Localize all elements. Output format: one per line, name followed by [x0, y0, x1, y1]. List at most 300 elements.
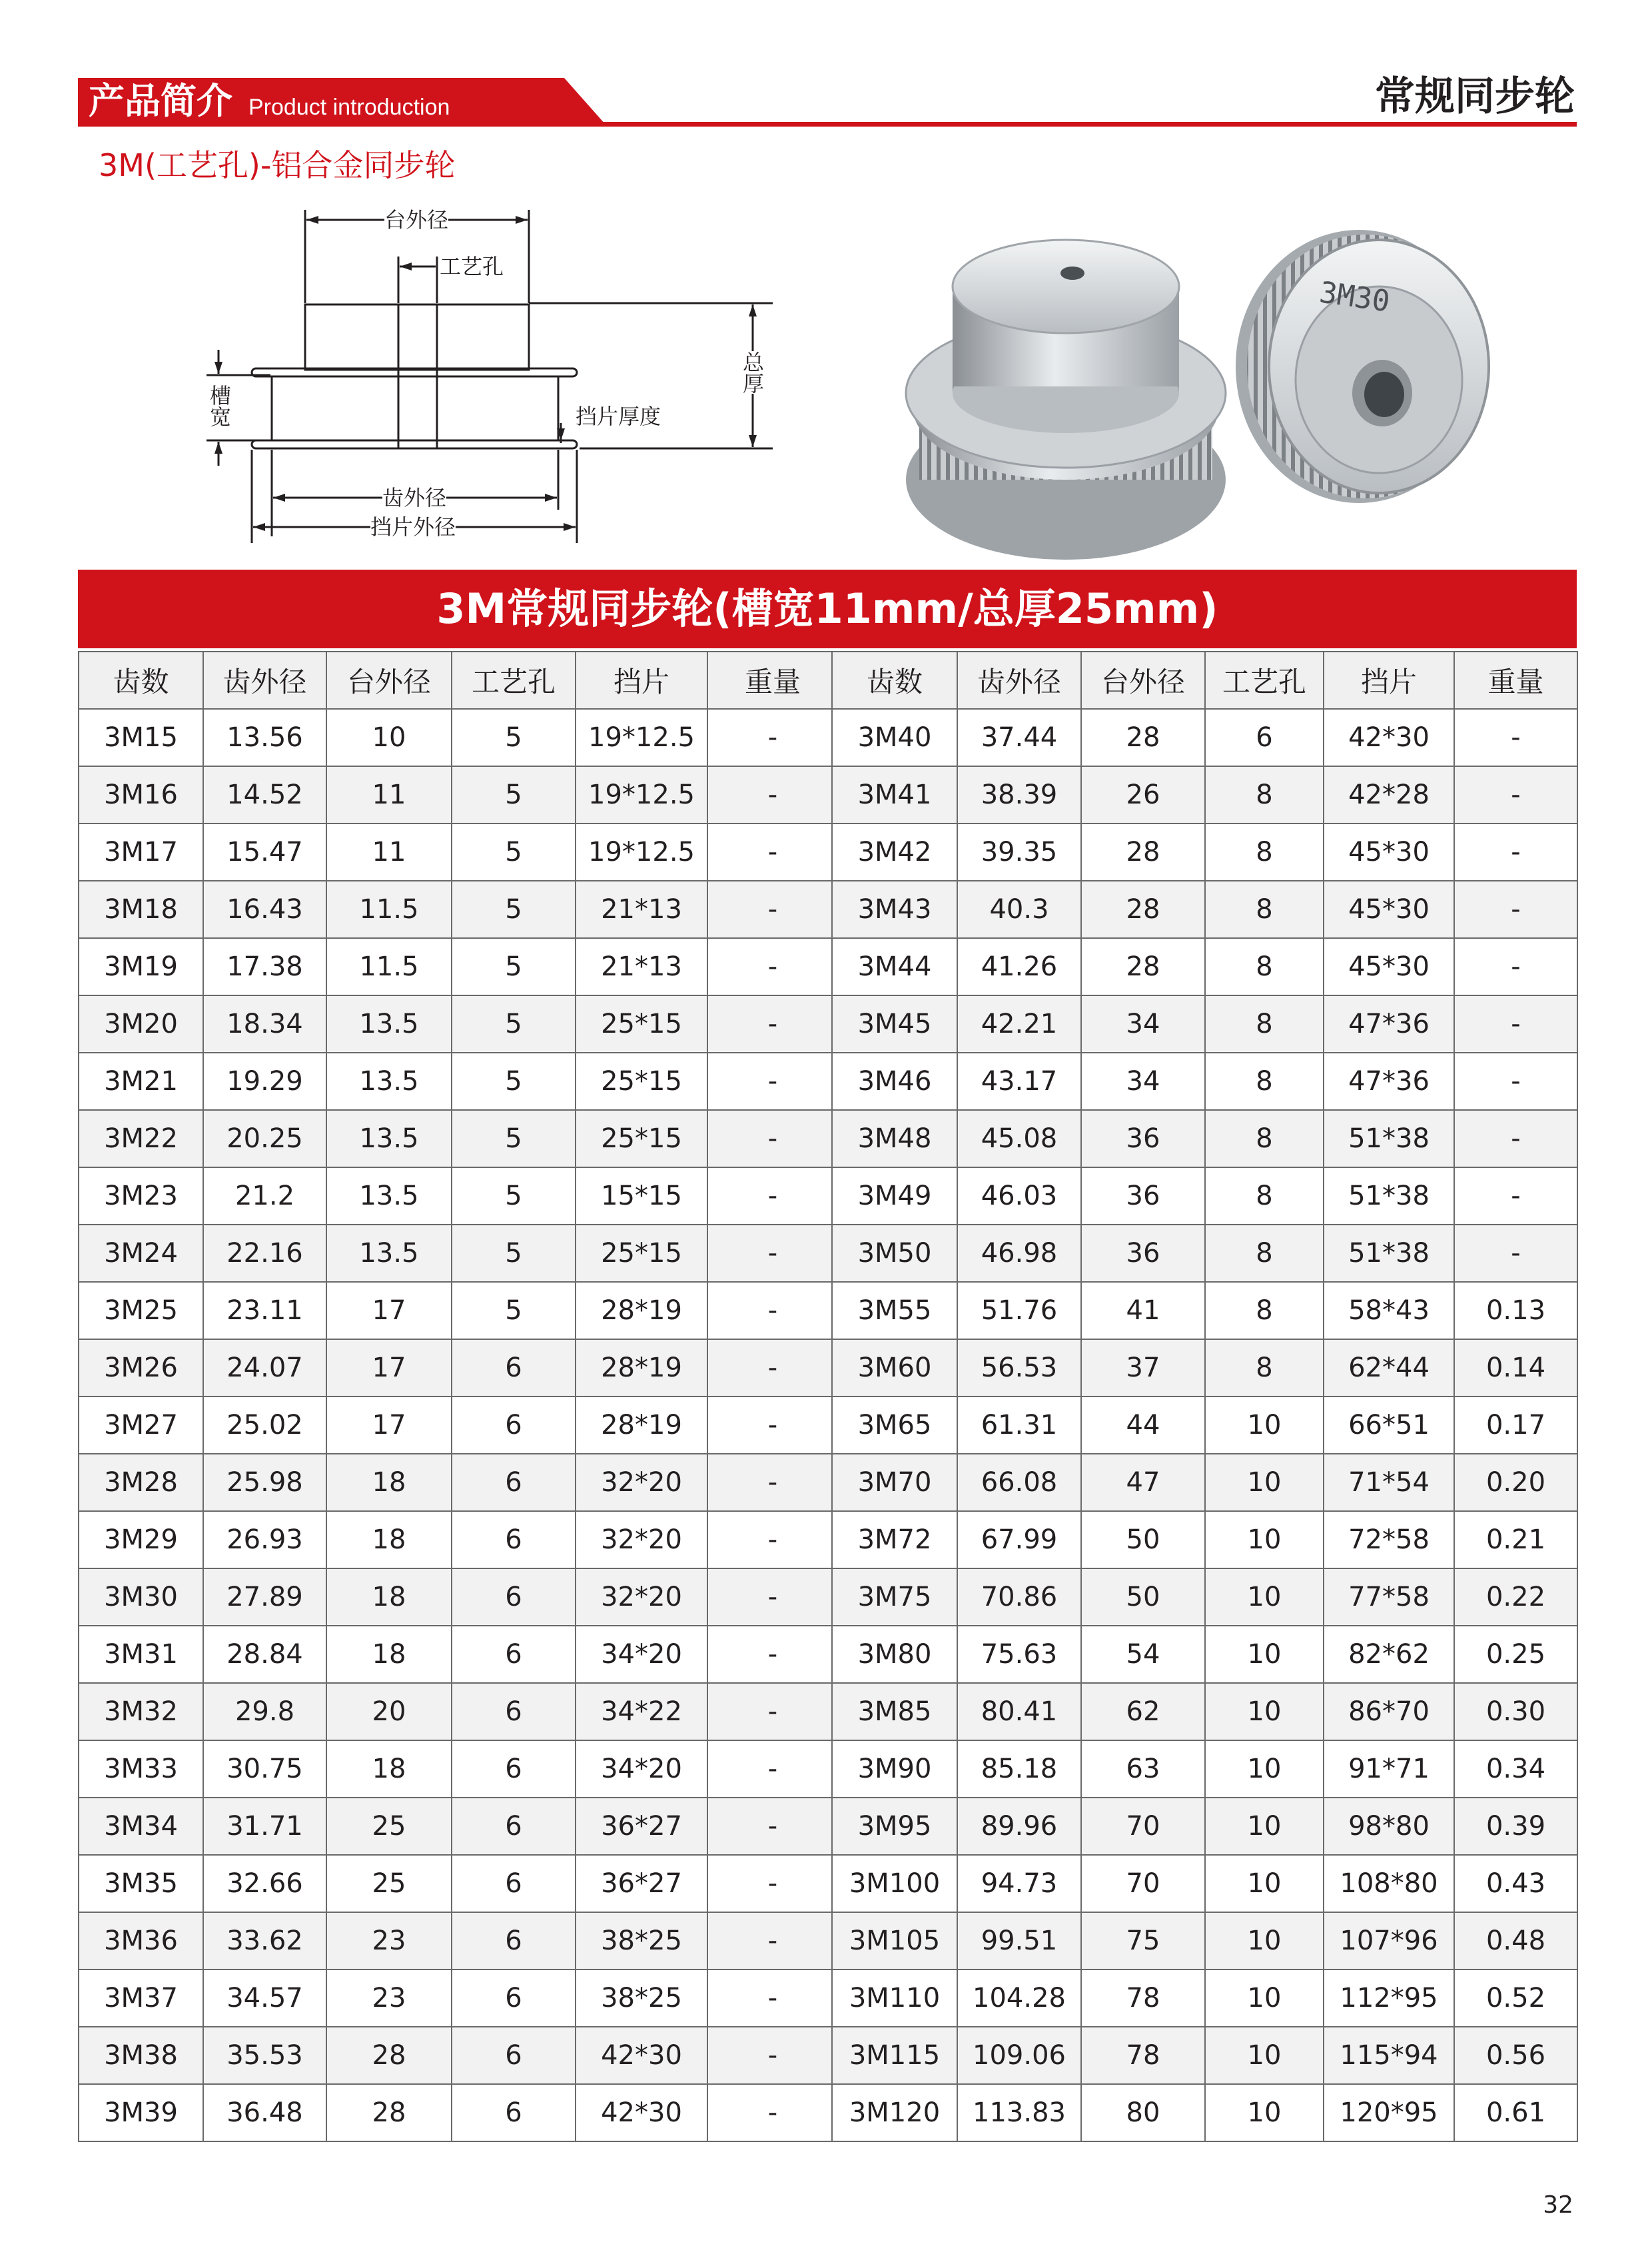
cell-weight: - [1454, 1110, 1577, 1167]
spec-table-left-body [79, 709, 838, 2141]
cell-teeth: 3M70 [832, 1454, 957, 1511]
cell-hub-od: 26 [1081, 766, 1205, 824]
cell-flange: 25*15 [576, 1053, 707, 1110]
cell-teeth: 3M50 [832, 1225, 957, 1282]
cell-process-hole: 5 [452, 1110, 576, 1167]
cell-process-hole: 5 [452, 881, 576, 938]
cell-teeth: 3M48 [832, 1110, 957, 1167]
cell-teeth: 3M37 [79, 1969, 203, 2027]
cell-hub-od: 47 [1081, 1454, 1205, 1511]
table-row [832, 1282, 1577, 1339]
cell-tooth-od: 45.08 [957, 1110, 1081, 1167]
col-header-tooth-od: 齿外径 [203, 652, 326, 709]
cell-tooth-od: 67.99 [957, 1511, 1081, 1568]
table-row [832, 1683, 1577, 1740]
cell-hub-od: 20 [326, 1683, 452, 1740]
cell-flange: 25*15 [576, 1225, 707, 1282]
table-row [79, 1740, 838, 1798]
cell-process-hole: 8 [1205, 1282, 1324, 1339]
cell-weight: - [707, 2084, 838, 2141]
cell-tooth-od: 42.21 [957, 995, 1081, 1053]
table-row [79, 938, 838, 995]
cell-hub-od: 13.5 [326, 1110, 452, 1167]
table-row [832, 1511, 1577, 1568]
cell-tooth-od: 70.86 [957, 1568, 1081, 1626]
cell-flange: 34*20 [576, 1626, 707, 1683]
cell-teeth: 3M85 [832, 1683, 957, 1740]
cell-flange: 47*36 [1324, 1053, 1454, 1110]
cell-weight: - [707, 766, 838, 824]
cell-flange: 42*30 [576, 2084, 707, 2141]
cell-teeth: 3M40 [832, 709, 957, 766]
cell-teeth: 3M49 [832, 1167, 957, 1225]
cell-weight: - [707, 881, 838, 938]
cell-flange: 32*20 [576, 1454, 707, 1511]
cell-process-hole: 10 [1205, 2084, 1324, 2141]
cell-teeth: 3M90 [832, 1740, 957, 1798]
cell-process-hole: 10 [1205, 2027, 1324, 2084]
cell-weight: - [707, 995, 838, 1053]
table-row [832, 1855, 1577, 1912]
cell-flange: 28*19 [576, 1282, 707, 1339]
cell-tooth-od: 25.02 [203, 1397, 326, 1454]
table-title: 3M常规同步轮(槽宽11mm/总厚25mm) [436, 584, 1218, 633]
cell-tooth-od: 25.98 [203, 1454, 326, 1511]
cell-flange: 38*25 [576, 1912, 707, 1969]
table-row [79, 1683, 838, 1740]
cell-teeth: 3M27 [79, 1397, 203, 1454]
cell-tooth-od: 32.66 [203, 1855, 326, 1912]
cell-weight: - [707, 1339, 838, 1397]
cell-tooth-od: 66.08 [957, 1454, 1081, 1511]
cell-process-hole: 6 [452, 1855, 576, 1912]
cell-weight: 0.34 [1454, 1740, 1577, 1798]
cell-tooth-od: 22.16 [203, 1225, 326, 1282]
cell-flange: 120*95 [1324, 2084, 1454, 2141]
cell-weight: - [707, 1454, 838, 1511]
cell-process-hole: 8 [1205, 881, 1324, 938]
cell-flange: 42*28 [1324, 766, 1454, 824]
cell-process-hole: 6 [452, 1626, 576, 1683]
cell-flange: 28*19 [576, 1397, 707, 1454]
cell-tooth-od: 17.38 [203, 938, 326, 995]
cell-hub-od: 11 [326, 766, 452, 824]
cell-process-hole: 10 [1205, 1626, 1324, 1683]
label-hub-od: 台外径 [384, 207, 449, 233]
cell-hub-od: 23 [326, 1969, 452, 2027]
product-photo [899, 213, 1499, 560]
cell-hub-od: 28 [1081, 881, 1205, 938]
cell-process-hole: 10 [1205, 1454, 1324, 1511]
cell-teeth: 3M22 [79, 1110, 203, 1167]
section-tab [78, 78, 606, 125]
section-title-zh: 产品简介 [89, 80, 232, 122]
col-header-teeth: 齿数 [832, 652, 957, 709]
cell-process-hole: 6 [452, 2084, 576, 2141]
cell-flange: 77*58 [1324, 1568, 1454, 1626]
cell-teeth: 3M55 [832, 1282, 957, 1339]
table-row [832, 709, 1577, 766]
cell-tooth-od: 27.89 [203, 1568, 326, 1626]
cell-teeth: 3M25 [79, 1282, 203, 1339]
cell-tooth-od: 75.63 [957, 1626, 1081, 1683]
table-row [79, 1855, 838, 1912]
cell-weight: - [707, 1855, 838, 1912]
cell-flange: 32*20 [576, 1511, 707, 1568]
cell-weight: - [707, 1912, 838, 1969]
cell-weight: - [707, 709, 838, 766]
cell-weight: 0.30 [1454, 1683, 1577, 1740]
table-row [79, 1568, 838, 1626]
cell-weight: 0.17 [1454, 1397, 1577, 1454]
cell-process-hole: 6 [1205, 709, 1324, 766]
cell-weight: - [707, 1053, 838, 1110]
table-row [832, 1568, 1577, 1626]
cell-hub-od: 36 [1081, 1110, 1205, 1167]
cell-tooth-od: 26.93 [203, 1511, 326, 1568]
cell-weight: - [1454, 766, 1577, 824]
cell-process-hole: 8 [1205, 995, 1324, 1053]
cell-hub-od: 11.5 [326, 938, 452, 995]
cell-process-hole: 6 [452, 1397, 576, 1454]
cell-tooth-od: 94.73 [957, 1855, 1081, 1912]
cell-weight: 0.52 [1454, 1969, 1577, 2027]
table-row [832, 824, 1577, 881]
cell-flange: 28*19 [576, 1339, 707, 1397]
cell-tooth-od: 113.83 [957, 2084, 1081, 2141]
cell-process-hole: 10 [1205, 1568, 1324, 1626]
cell-tooth-od: 14.52 [203, 766, 326, 824]
cell-hub-od: 17 [326, 1397, 452, 1454]
table-row [832, 1969, 1577, 2027]
cell-weight: - [707, 938, 838, 995]
cell-hub-od: 54 [1081, 1626, 1205, 1683]
cell-teeth: 3M33 [79, 1740, 203, 1798]
cell-weight: - [1454, 881, 1577, 938]
cell-process-hole: 5 [452, 1225, 576, 1282]
cell-flange: 51*38 [1324, 1167, 1454, 1225]
cell-flange: 45*30 [1324, 938, 1454, 995]
cell-hub-od: 28 [326, 2027, 452, 2084]
cell-tooth-od: 37.44 [957, 709, 1081, 766]
cell-flange: 115*94 [1324, 2027, 1454, 2084]
cell-flange: 107*96 [1324, 1912, 1454, 1969]
cell-flange: 72*58 [1324, 1511, 1454, 1568]
col-header-hub-od: 台外径 [326, 652, 452, 709]
cell-teeth: 3M32 [79, 1683, 203, 1740]
cell-weight: - [707, 1167, 838, 1225]
cell-tooth-od: 20.25 [203, 1110, 326, 1167]
table-row [832, 1626, 1577, 1683]
cell-flange: 19*12.5 [576, 766, 707, 824]
cell-flange: 21*13 [576, 938, 707, 995]
col-header-process-hole: 工艺孔 [1205, 652, 1324, 709]
cell-weight: - [707, 1110, 838, 1167]
cell-tooth-od: 16.43 [203, 881, 326, 938]
cell-weight: - [707, 2027, 838, 2084]
label-tooth-od: 齿外径 [382, 485, 447, 510]
cell-flange: 36*27 [576, 1855, 707, 1912]
cell-flange: 71*54 [1324, 1454, 1454, 1511]
cell-teeth: 3M35 [79, 1855, 203, 1912]
table-row [832, 2027, 1577, 2084]
cell-weight: 0.43 [1454, 1855, 1577, 1912]
cell-teeth: 3M34 [79, 1798, 203, 1855]
pulley-outline-drawing [187, 197, 786, 556]
cell-hub-od: 18 [326, 1568, 452, 1626]
table-header-row [79, 652, 838, 709]
cell-process-hole: 5 [452, 1167, 576, 1225]
table-row [832, 1339, 1577, 1397]
label-flange-od: 挡片外径 [370, 514, 456, 540]
cell-teeth: 3M15 [79, 709, 203, 766]
spec-table-right-body [832, 709, 1577, 2141]
cell-hub-od: 78 [1081, 2027, 1205, 2084]
page-number: 32 [1543, 2191, 1573, 2219]
table-row [79, 1397, 838, 1454]
cell-flange: 32*20 [576, 1568, 707, 1626]
cell-process-hole: 8 [1205, 1110, 1324, 1167]
cell-process-hole: 6 [452, 1740, 576, 1798]
table-row [832, 938, 1577, 995]
cell-hub-od: 11 [326, 824, 452, 881]
cell-hub-od: 78 [1081, 1969, 1205, 2027]
cell-teeth: 3M46 [832, 1053, 957, 1110]
cell-flange: 98*80 [1324, 1798, 1454, 1855]
pulley-stamp-text: 3M30 [1317, 275, 1392, 319]
cell-process-hole: 8 [1205, 824, 1324, 881]
table-row [832, 881, 1577, 938]
product-subtitle: 3M(工艺孔)-铝合金同步轮 [99, 147, 456, 183]
cell-process-hole: 6 [452, 1339, 576, 1397]
cell-process-hole: 6 [452, 1683, 576, 1740]
cell-tooth-od: 40.3 [957, 881, 1081, 938]
cell-teeth: 3M60 [832, 1339, 957, 1397]
cell-teeth: 3M20 [79, 995, 203, 1053]
table-row [79, 1798, 838, 1855]
col-header-process-hole: 工艺孔 [452, 652, 576, 709]
cell-process-hole: 10 [1205, 1912, 1324, 1969]
cell-teeth: 3M95 [832, 1798, 957, 1855]
cell-tooth-od: 38.39 [957, 766, 1081, 824]
cell-hub-od: 62 [1081, 1683, 1205, 1740]
cell-flange: 86*70 [1324, 1683, 1454, 1740]
cell-teeth: 3M24 [79, 1225, 203, 1282]
cell-process-hole: 6 [452, 1511, 576, 1568]
cell-process-hole: 5 [452, 709, 576, 766]
cell-process-hole: 8 [1205, 1225, 1324, 1282]
cell-teeth: 3M80 [832, 1626, 957, 1683]
cell-tooth-od: 33.62 [203, 1912, 326, 1969]
cell-teeth: 3M44 [832, 938, 957, 995]
cell-teeth: 3M65 [832, 1397, 957, 1454]
cell-teeth: 3M72 [832, 1511, 957, 1568]
cell-hub-od: 41 [1081, 1282, 1205, 1339]
cell-teeth: 3M100 [832, 1855, 957, 1912]
cell-weight: - [1454, 824, 1577, 881]
cell-teeth: 3M16 [79, 766, 203, 824]
table-row [832, 1798, 1577, 1855]
cell-teeth: 3M43 [832, 881, 957, 938]
table-row [79, 709, 838, 766]
cell-teeth: 3M42 [832, 824, 957, 881]
cell-weight: - [1454, 1053, 1577, 1110]
cell-hub-od: 63 [1081, 1740, 1205, 1798]
table-row [832, 1397, 1577, 1454]
cell-tooth-od: 104.28 [957, 1969, 1081, 2027]
cell-flange: 112*95 [1324, 1969, 1454, 2027]
table-row [832, 1225, 1577, 1282]
cell-hub-od: 18 [326, 1740, 452, 1798]
cell-teeth: 3M31 [79, 1626, 203, 1683]
cell-flange: 51*38 [1324, 1110, 1454, 1167]
cell-hub-od: 18 [326, 1511, 452, 1568]
cell-flange: 51*38 [1324, 1225, 1454, 1282]
section-title-en: Product introduction [248, 95, 450, 120]
cell-weight: - [1454, 995, 1577, 1053]
cell-tooth-od: 99.51 [957, 1912, 1081, 1969]
cell-hub-od: 17 [326, 1282, 452, 1339]
table-row [79, 1282, 838, 1339]
cell-flange: 19*12.5 [576, 824, 707, 881]
cell-hub-od: 28 [326, 2084, 452, 2141]
cell-weight: - [707, 1740, 838, 1798]
cell-weight: - [707, 1969, 838, 2027]
cell-teeth: 3M19 [79, 938, 203, 995]
label-flange-thickness: 挡片厚度 [576, 404, 661, 429]
table-row [832, 1053, 1577, 1110]
cell-process-hole: 8 [1205, 1053, 1324, 1110]
cell-process-hole: 6 [452, 1798, 576, 1855]
cell-hub-od: 34 [1081, 995, 1205, 1053]
cell-tooth-od: 23.11 [203, 1282, 326, 1339]
dimension-diagram [187, 197, 786, 556]
cell-weight: 0.39 [1454, 1798, 1577, 1855]
cell-teeth: 3M110 [832, 1969, 957, 2027]
cell-tooth-od: 19.29 [203, 1053, 326, 1110]
table-row [832, 1912, 1577, 1969]
cell-hub-od: 23 [326, 1912, 452, 1969]
cell-process-hole: 10 [1205, 1798, 1324, 1855]
cell-process-hole: 10 [1205, 1855, 1324, 1912]
cell-tooth-od: 35.53 [203, 2027, 326, 2084]
cell-weight: 0.25 [1454, 1626, 1577, 1683]
cell-tooth-od: 46.98 [957, 1225, 1081, 1282]
cell-process-hole: 10 [1205, 1969, 1324, 2027]
cell-process-hole: 10 [1205, 1397, 1324, 1454]
table-row [79, 1053, 838, 1110]
cell-weight: - [1454, 1225, 1577, 1282]
cell-weight: 0.22 [1454, 1568, 1577, 1626]
table-row [832, 1110, 1577, 1167]
cell-weight: 0.14 [1454, 1339, 1577, 1397]
cell-process-hole: 5 [452, 995, 576, 1053]
pulley-illustration [899, 213, 1499, 560]
cell-weight: - [707, 1626, 838, 1683]
cell-hub-od: 50 [1081, 1511, 1205, 1568]
cell-hub-od: 13.5 [326, 995, 452, 1053]
cell-flange: 45*30 [1324, 881, 1454, 938]
table-row [79, 995, 838, 1053]
table-row [79, 881, 838, 938]
cell-teeth: 3M45 [832, 995, 957, 1053]
cell-process-hole: 6 [452, 2027, 576, 2084]
spec-table-right [831, 651, 1578, 2142]
col-header-tooth-od: 齿外径 [957, 652, 1081, 709]
table-row [79, 1511, 838, 1568]
label-process-hole: 工艺孔 [440, 254, 504, 279]
cell-hub-od: 11.5 [326, 881, 452, 938]
col-header-weight: 重量 [1454, 652, 1577, 709]
cell-tooth-od: 56.53 [957, 1339, 1081, 1397]
cell-flange: 25*15 [576, 995, 707, 1053]
cell-hub-od: 18 [326, 1626, 452, 1683]
cell-process-hole: 6 [452, 1454, 576, 1511]
cell-weight: - [1454, 709, 1577, 766]
cell-teeth: 3M115 [832, 2027, 957, 2084]
label-total-thickness: 总厚 [739, 351, 765, 394]
category-title: 常规同步轮 [1375, 73, 1575, 120]
cell-hub-od: 36 [1081, 1167, 1205, 1225]
table-row [79, 824, 838, 881]
cell-teeth: 3M38 [79, 2027, 203, 2084]
cell-tooth-od: 51.76 [957, 1282, 1081, 1339]
cell-teeth: 3M39 [79, 2084, 203, 2141]
cell-hub-od: 80 [1081, 2084, 1205, 2141]
cell-process-hole: 8 [1205, 1167, 1324, 1225]
cell-hub-od: 18 [326, 1454, 452, 1511]
table-row [79, 1339, 838, 1397]
cell-hub-od: 10 [326, 709, 452, 766]
col-header-teeth: 齿数 [79, 652, 203, 709]
cell-hub-od: 37 [1081, 1339, 1205, 1397]
cell-flange: 42*30 [1324, 709, 1454, 766]
cell-flange: 108*80 [1324, 1855, 1454, 1912]
cell-flange: 34*22 [576, 1683, 707, 1740]
cell-flange: 42*30 [576, 2027, 707, 2084]
cell-hub-od: 70 [1081, 1798, 1205, 1855]
cell-hub-od: 13.5 [326, 1167, 452, 1225]
cell-tooth-od: 61.31 [957, 1397, 1081, 1454]
cell-weight: - [707, 1225, 838, 1282]
cell-hub-od: 13.5 [326, 1225, 452, 1282]
cell-tooth-od: 34.57 [203, 1969, 326, 2027]
cell-weight: 0.13 [1454, 1282, 1577, 1339]
cell-tooth-od: 39.35 [957, 824, 1081, 881]
cell-hub-od: 70 [1081, 1855, 1205, 1912]
cell-weight: - [707, 1683, 838, 1740]
cell-flange: 21*13 [576, 881, 707, 938]
cell-hub-od: 13.5 [326, 1053, 452, 1110]
cell-teeth: 3M17 [79, 824, 203, 881]
cell-weight: - [707, 1282, 838, 1339]
cell-teeth: 3M21 [79, 1053, 203, 1110]
cell-weight: - [1454, 938, 1577, 995]
table-title-banner [78, 570, 1577, 648]
col-header-flange: 挡片 [576, 652, 707, 709]
cell-teeth: 3M36 [79, 1912, 203, 1969]
cell-process-hole: 5 [452, 1053, 576, 1110]
cell-tooth-od: 21.2 [203, 1167, 326, 1225]
cell-process-hole: 5 [452, 824, 576, 881]
cell-flange: 58*43 [1324, 1282, 1454, 1339]
table-row [79, 1225, 838, 1282]
cell-flange: 34*20 [576, 1740, 707, 1798]
cell-flange: 62*44 [1324, 1339, 1454, 1397]
cell-process-hole: 8 [1205, 1339, 1324, 1397]
cell-tooth-od: 80.41 [957, 1683, 1081, 1740]
cell-tooth-od: 89.96 [957, 1798, 1081, 1855]
